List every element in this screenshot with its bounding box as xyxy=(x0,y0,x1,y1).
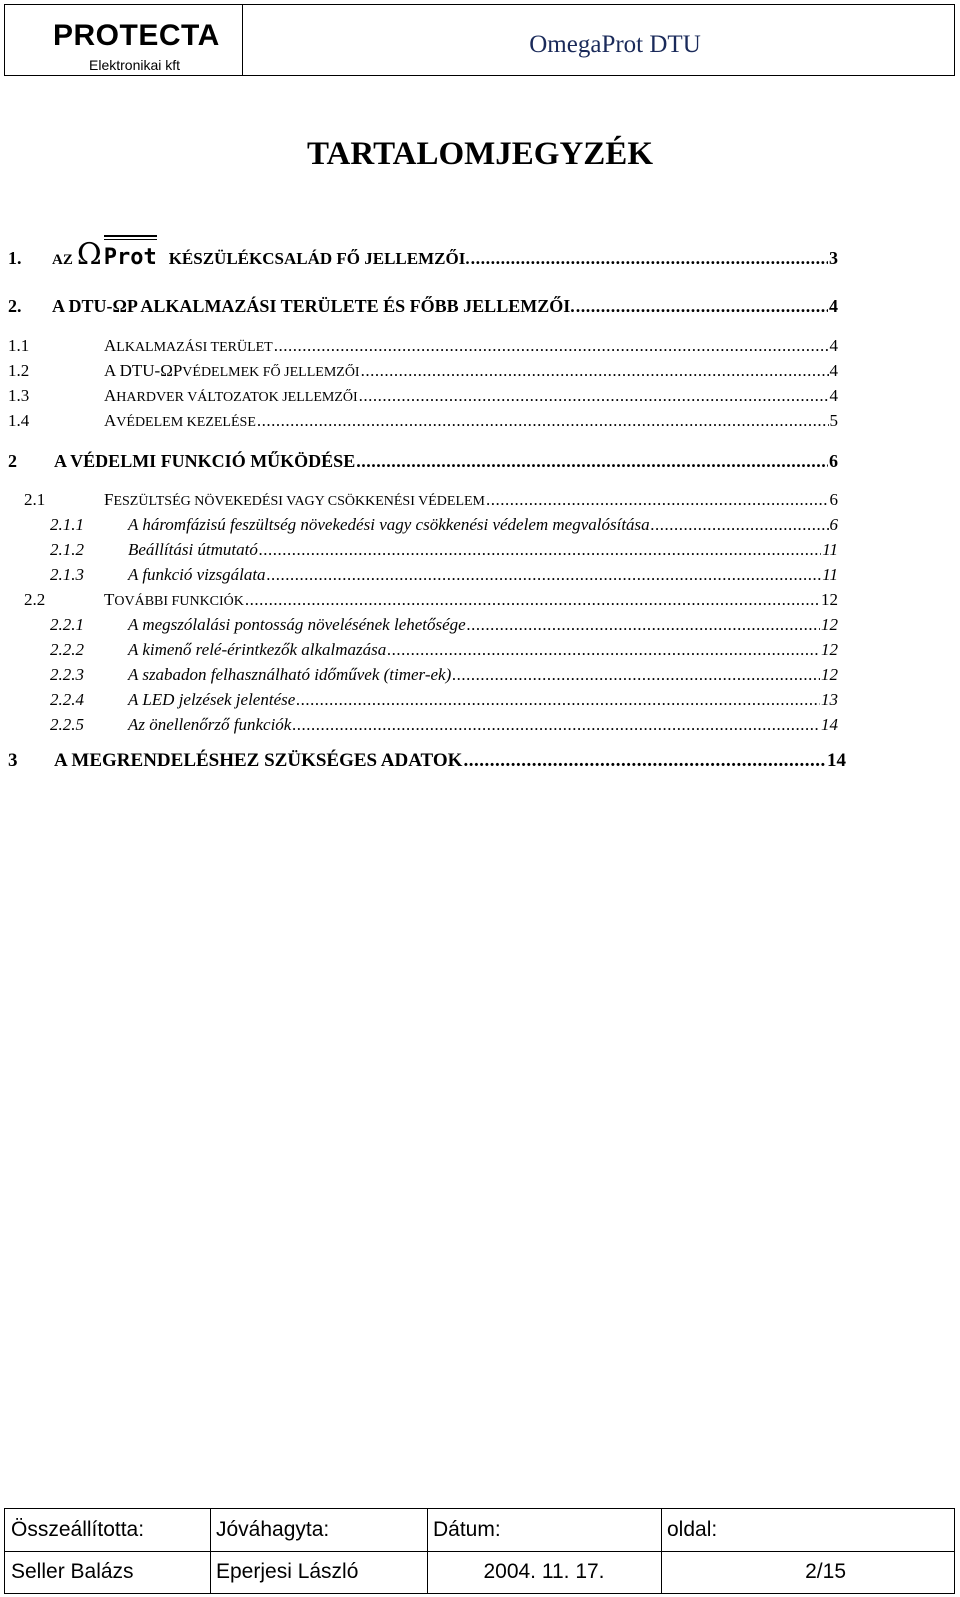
toc-entry-text: A funkció vizsgálata xyxy=(128,565,266,584)
toc-leader xyxy=(257,411,829,431)
toc-entry-page: 12 xyxy=(821,615,838,634)
toc-entry-text-initial: F xyxy=(104,490,114,509)
toc-entry-text-initial: A xyxy=(104,411,117,430)
toc-entry[interactable] xyxy=(8,361,838,381)
toc-entry-text: A háromfázisú feszültség növekedési vagy csökkenési védelem megvalósítása xyxy=(128,515,650,534)
toc-entry-number: 2.2.4 xyxy=(50,690,84,709)
toc-entry-text-initial: A xyxy=(104,336,117,355)
toc-entry[interactable] xyxy=(8,386,838,406)
toc-entry-number: 3 xyxy=(8,750,18,771)
toc-entry[interactable] xyxy=(50,515,838,535)
toc-entry[interactable] xyxy=(8,237,838,272)
toc-leader xyxy=(359,386,829,406)
page-header xyxy=(4,4,955,76)
toc-entry[interactable] xyxy=(8,451,838,472)
toc-entry-number: 2.2.1 xyxy=(50,615,84,634)
toc-leader xyxy=(267,565,822,585)
toc-entry-text-rest: VÉDELEM KEZELÉSE xyxy=(116,415,256,430)
logo-subtext: Elektronikai kft xyxy=(89,57,181,73)
footer-divider xyxy=(427,1509,428,1593)
toc-leader xyxy=(296,690,820,710)
toc-entry-text: A VÉDELMI FUNKCIÓ MŰKÖDÉSE xyxy=(54,451,356,471)
toc-leader xyxy=(452,665,820,685)
toc-entry-page: 5 xyxy=(829,411,838,430)
toc-entry-text-rest: HARDVER VÁLTOZATOK JELLEMZŐI xyxy=(116,390,358,405)
toc-leader xyxy=(356,451,828,472)
toc-leader xyxy=(471,248,828,269)
toc-entry-page: 12 xyxy=(821,640,838,659)
logo-text: PROTECTA xyxy=(53,19,220,52)
toc-entry-text-rest: LKALMAZÁSI TERÜLET xyxy=(116,340,273,355)
toc-entry-number: 2.1 xyxy=(24,490,46,509)
compiled-by-value: Seller Balázs xyxy=(11,1560,134,1583)
toc-entry-number: 2.2 xyxy=(24,590,46,609)
page-label: oldal: xyxy=(667,1518,718,1541)
toc-leader xyxy=(292,715,820,735)
compiled-by-label: Összeállította: xyxy=(11,1518,145,1541)
toc-leader xyxy=(259,540,821,560)
toc-entry[interactable] xyxy=(24,490,838,510)
toc-entry-number: 2.1.3 xyxy=(50,565,84,584)
toc-entry-text-initial: T xyxy=(104,590,115,609)
date-label: Dátum: xyxy=(433,1518,501,1541)
toc-entry-number: 2.1.2 xyxy=(50,540,84,559)
toc-entry[interactable] xyxy=(50,640,838,660)
toc-entry-page: 12 xyxy=(821,590,838,609)
toc-entry[interactable] xyxy=(24,590,838,610)
page-footer xyxy=(4,1508,955,1594)
footer-value-row xyxy=(5,1551,954,1593)
toc-entry[interactable] xyxy=(8,750,846,772)
toc-leader xyxy=(467,615,820,635)
toc-leader xyxy=(463,750,826,772)
toc-entry-text: A LED jelzések jelentése xyxy=(128,690,296,709)
toc-entry-text: KÉSZÜLÉKCSALÁD FŐ JELLEMZŐI. xyxy=(168,249,470,268)
toc-entry-number: 1.3 xyxy=(8,386,30,405)
toc-entry[interactable] xyxy=(8,296,838,317)
footer-divider xyxy=(661,1509,662,1593)
omega-symbol: Ω xyxy=(76,237,102,272)
toc-entry-text-rest: VÉDELMEK FŐ JELLEMZŐI xyxy=(182,365,360,380)
toc-entry-page: 6 xyxy=(829,490,838,509)
toc-entry-number: 2.2.2 xyxy=(50,640,84,659)
document-title: OmegaProt DTU xyxy=(529,31,701,58)
toc-leader xyxy=(274,336,829,356)
toc-entry-page: 11 xyxy=(822,565,838,584)
toc-entry-text: A DTU-ΩP ALKALMAZÁSI TERÜLETE ÉS FŐBB JELLEMZŐI. xyxy=(52,296,575,316)
toc-entry-text: A megszólalási pontosság növelésének lehetősége xyxy=(128,615,466,634)
date-value: 2004. 11. 17. xyxy=(483,1560,605,1583)
prot-overline xyxy=(104,235,157,237)
toc-entry-text: A MEGRENDELÉSHEZ SZÜKSÉGES ADATOK xyxy=(54,750,463,771)
toc-entry-number: 2 xyxy=(8,451,17,471)
toc-entry-page: 3 xyxy=(829,248,838,268)
toc-entry[interactable] xyxy=(50,565,838,585)
footer-label-row xyxy=(5,1509,954,1552)
toc-entry-number: 2.2.5 xyxy=(50,715,84,734)
toc-entry-text-initial: A DTU-ΩP xyxy=(104,361,183,380)
toc-entry-page: 4 xyxy=(829,386,838,405)
toc-entry-number: 2.1.1 xyxy=(50,515,84,534)
toc-entry[interactable] xyxy=(8,336,838,356)
toc-entry-text: A szabadon felhasználható időművek (timer-ek) xyxy=(128,665,452,684)
header-divider xyxy=(242,5,243,75)
toc-entry-page: 4 xyxy=(829,361,838,380)
toc-leader xyxy=(486,490,829,510)
toc-leader xyxy=(387,640,820,660)
prot-overline-2 xyxy=(104,239,157,240)
toc-entry-page: 14 xyxy=(821,715,838,734)
toc-entry-number: 1.4 xyxy=(8,411,30,430)
toc-entry-page: 12 xyxy=(821,665,838,684)
toc-entry[interactable] xyxy=(50,715,838,735)
protecta-logo xyxy=(45,13,245,73)
toc-entry-text-initial: A xyxy=(104,386,117,405)
toc-entry-text: Az önellenőrző funkciók xyxy=(128,715,292,734)
toc-entry-page: 4 xyxy=(829,336,838,355)
toc-entry[interactable] xyxy=(8,411,838,431)
toc-entry-number: 1. xyxy=(8,248,22,268)
toc-entry[interactable] xyxy=(50,690,838,710)
page-value: 2/15 xyxy=(805,1560,846,1583)
toc-entry-page: 4 xyxy=(829,296,838,316)
toc-leader xyxy=(651,515,829,535)
footer-divider xyxy=(210,1509,211,1593)
prot-logo-text xyxy=(104,245,157,270)
toc-entry-number: 1.1 xyxy=(8,336,30,355)
toc-title: TARTALOMJEGYZÉK xyxy=(307,136,653,172)
toc-entry-number: 2.2.3 xyxy=(50,665,84,684)
toc-entry[interactable] xyxy=(50,615,838,635)
toc-entry-text: Beállítási útmutató xyxy=(128,540,258,559)
toc-entry[interactable] xyxy=(50,540,838,560)
toc-entry-text-rest: ESZÜLTSÉG NÖVEKEDÉSI VAGY CSÖKKENÉSI VÉDELEM xyxy=(113,494,485,509)
toc-entry-page: 6 xyxy=(829,515,838,534)
toc-leader xyxy=(361,361,829,381)
toc-entry[interactable] xyxy=(50,665,838,685)
toc-leader xyxy=(576,296,828,317)
toc-entry-page: 14 xyxy=(827,750,846,771)
prot-text: Prot xyxy=(103,245,157,270)
toc-entry-text: A kimenő relé-érintkezők alkalmazása xyxy=(128,640,387,659)
approved-by-value: Eperjesi László xyxy=(216,1560,359,1583)
toc-entry-number: 1.2 xyxy=(8,361,30,380)
toc-entry-number: 2. xyxy=(8,296,22,316)
toc-entry-prefix: AZ xyxy=(52,252,73,268)
toc-entry-text-rest: OVÁBBI FUNKCIÓK xyxy=(114,594,244,609)
toc-leader xyxy=(245,590,820,610)
approved-by-label: Jóváhagyta: xyxy=(216,1518,330,1541)
toc-entry-page: 6 xyxy=(829,451,838,471)
toc-entry-page: 13 xyxy=(821,690,838,709)
toc-entry-page: 11 xyxy=(822,540,838,559)
